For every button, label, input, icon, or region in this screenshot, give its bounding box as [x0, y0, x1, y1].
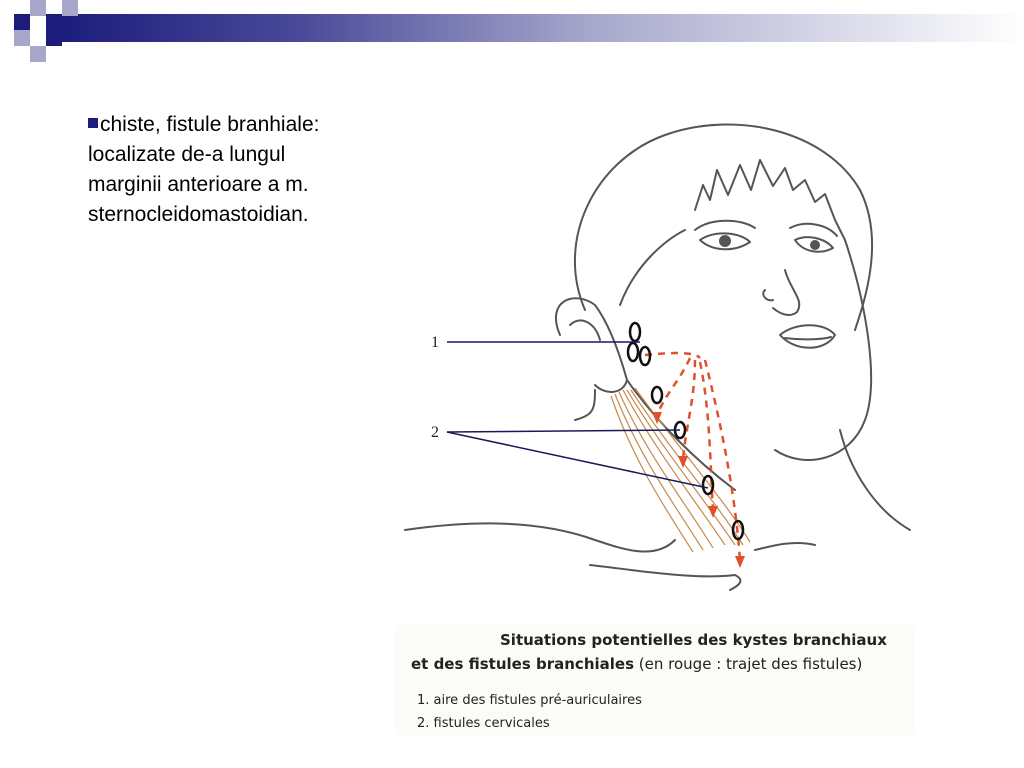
mouth	[780, 325, 835, 348]
bullet-square-icon	[88, 118, 98, 128]
header-square-4	[62, 0, 78, 16]
neck-right	[840, 430, 910, 530]
header-square-3	[46, 14, 62, 30]
header-square-6	[30, 46, 46, 62]
figure-label-1: 1	[431, 334, 439, 351]
bullet-point	[88, 110, 388, 230]
face-contour	[775, 240, 871, 460]
ear	[556, 298, 627, 392]
legend-item-2	[417, 716, 550, 731]
caption-subtitle-bold: et des fistules branchiales	[411, 655, 635, 673]
legend-number: 1.	[417, 693, 430, 708]
header-square-2	[30, 0, 46, 16]
pointer-lines	[447, 342, 708, 488]
head-outline	[575, 124, 872, 330]
header-square-1	[14, 14, 30, 30]
bullet-line-1: chiste, fistule branhiale:	[100, 113, 320, 136]
neck-anatomy-illustration	[395, 90, 915, 630]
caption-subtitle	[411, 655, 862, 673]
figure-label-2: 2	[431, 424, 439, 441]
hair-fringe	[695, 160, 845, 240]
fistula-tracts	[645, 353, 740, 560]
header-gradient-band	[60, 14, 1024, 42]
hair-line-left	[620, 230, 685, 305]
caption-note: (en rouge : trajet des fistules)	[638, 655, 863, 673]
legend-item-1	[417, 693, 642, 708]
legend-number: 2.	[417, 716, 430, 731]
header-square-7	[46, 30, 62, 46]
header-square-5	[14, 30, 30, 46]
legend-text: fistules cervicales	[433, 716, 550, 731]
neck-left	[575, 390, 595, 420]
clavicle	[590, 565, 740, 590]
caption-title: Situations potentielles des kystes branchiaux	[500, 631, 887, 649]
muscle-fibers	[611, 388, 750, 552]
nose	[773, 270, 799, 315]
shoulder-left	[405, 523, 675, 551]
bullet-line-3: marginii anterioare a m.	[88, 173, 309, 196]
bullet-line-2: localizate de-a lungul	[88, 143, 286, 166]
figure-caption	[395, 625, 915, 735]
bullet-line-4: sternocleidomastoidian.	[88, 203, 309, 226]
legend-text: aire des fistules pré-auriculaires	[433, 693, 642, 708]
